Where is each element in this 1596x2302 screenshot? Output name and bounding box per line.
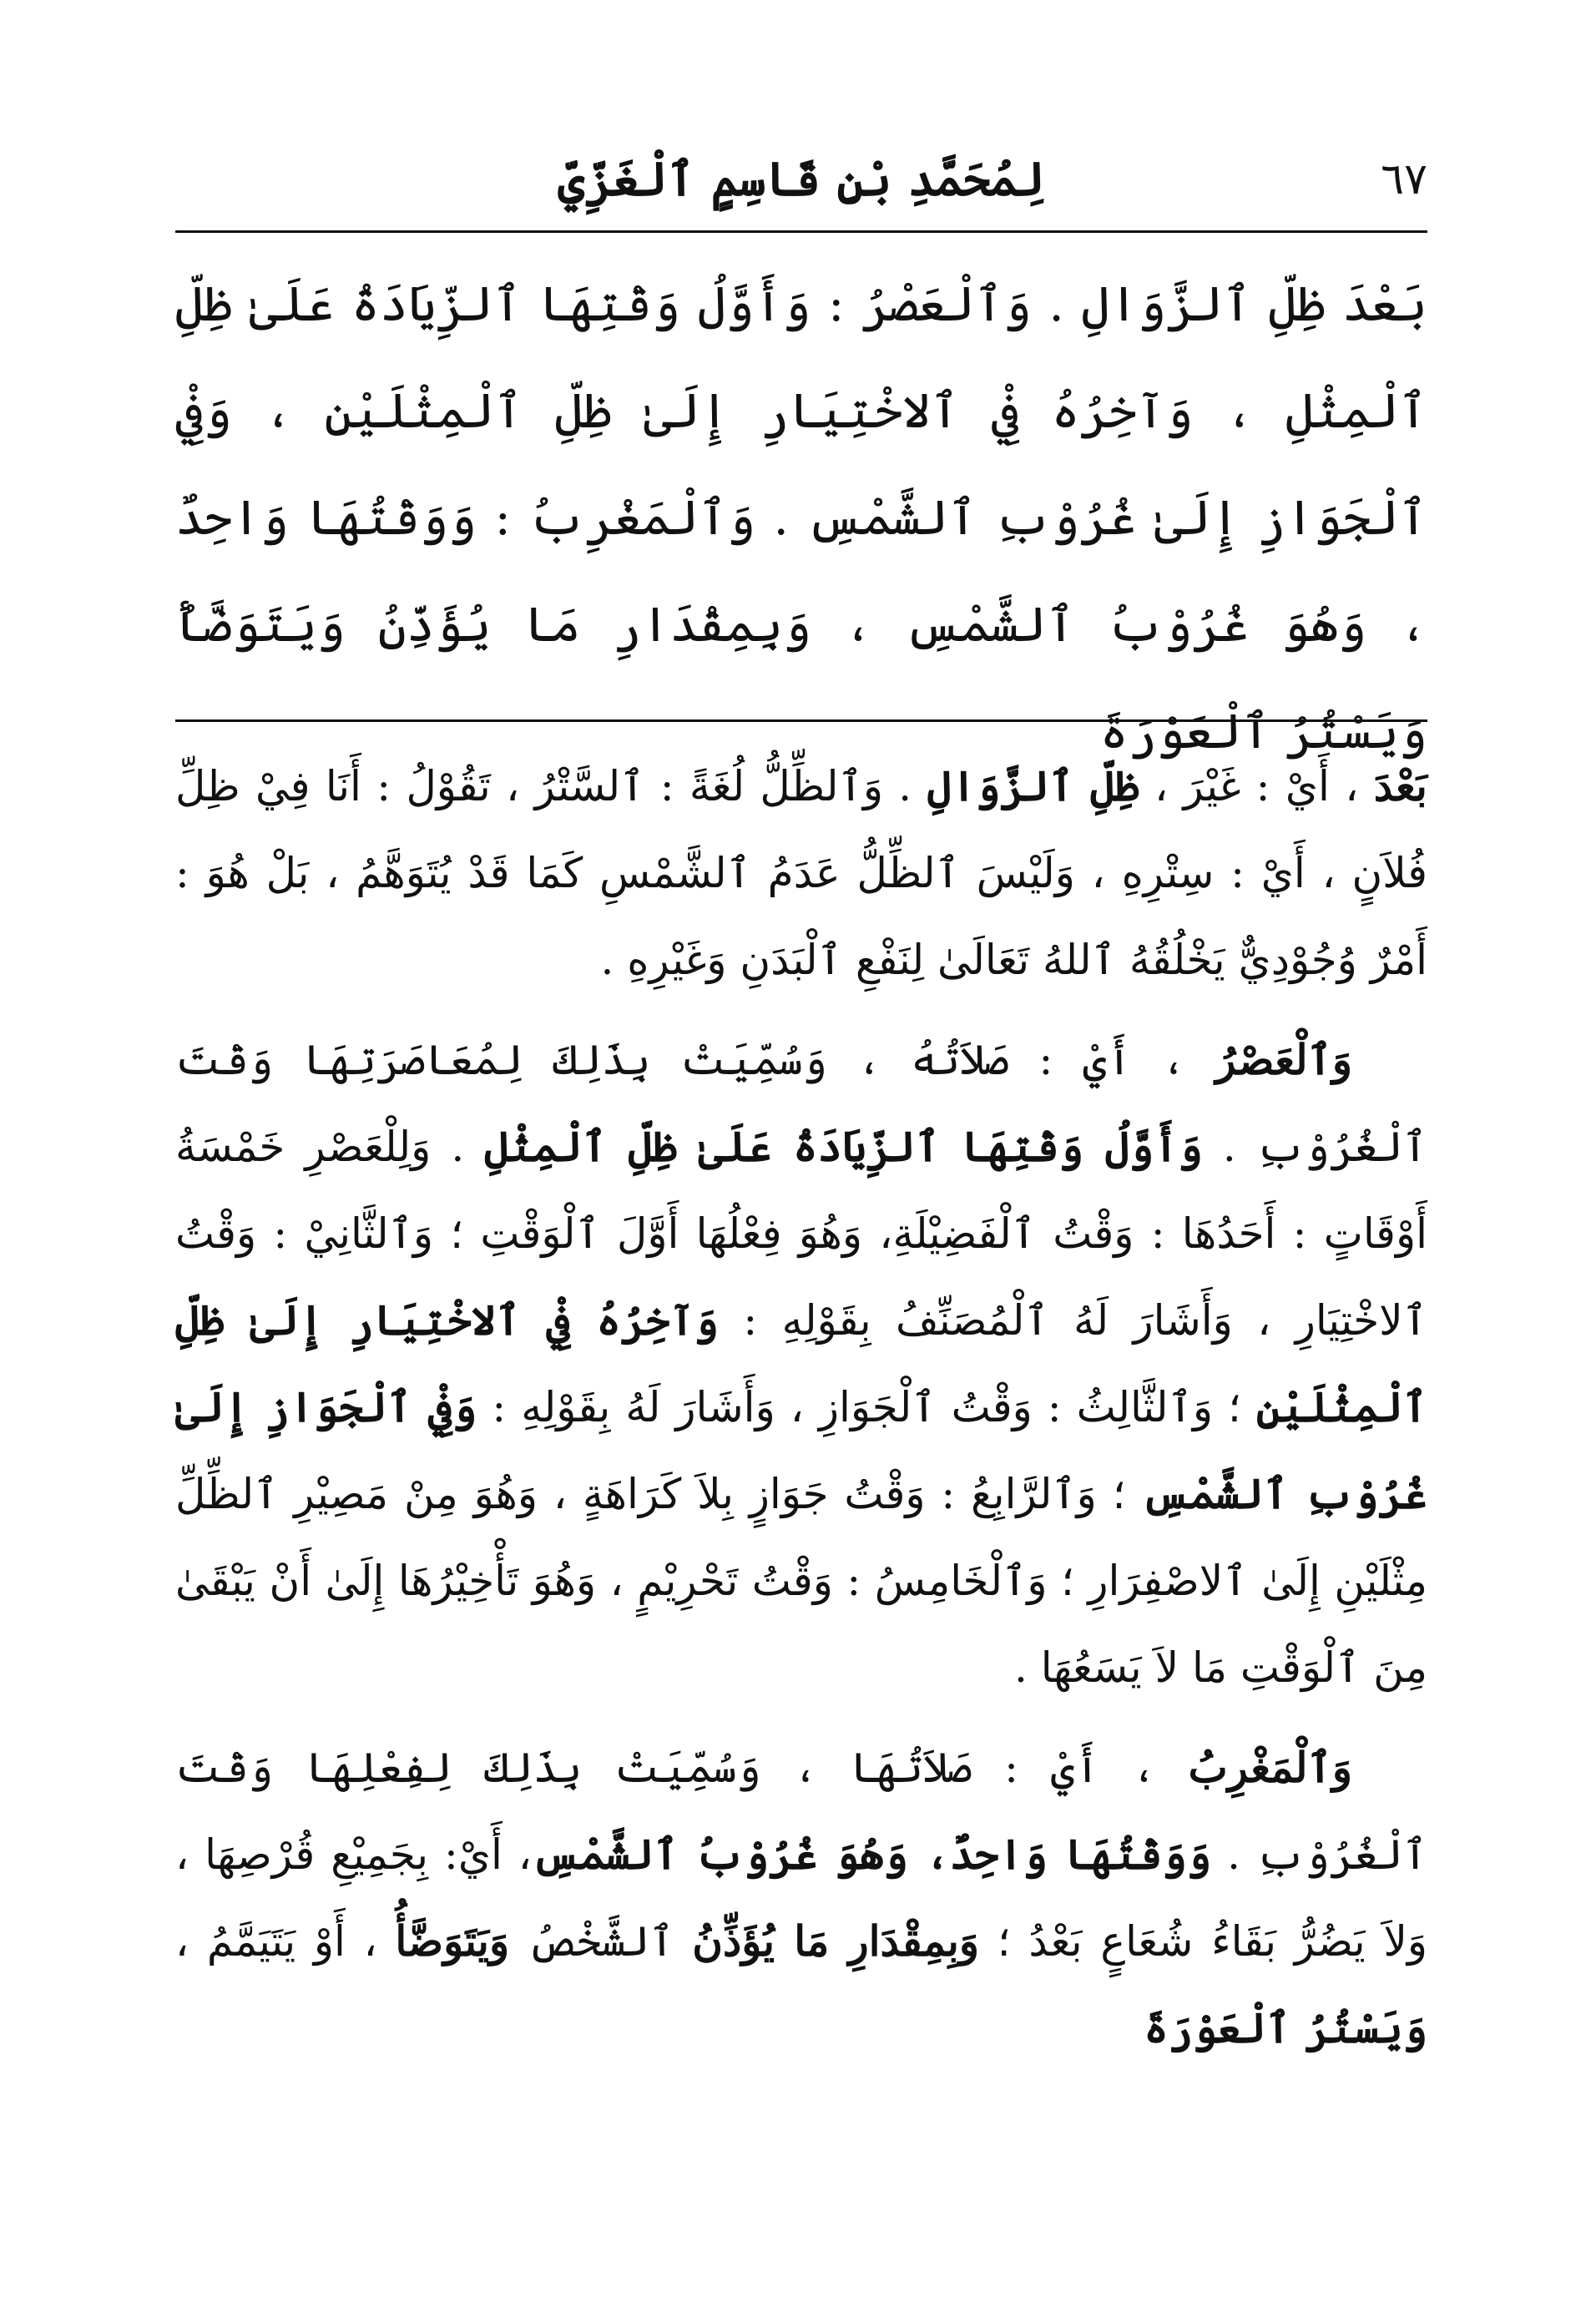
commentary-text: ؛ وَٱلثَّالِثُ : وَقْتُ ٱلْجَوَازِ ، وَأَشَارَ لَهُ بِقَوْلِهِ : — [477, 1383, 1256, 1431]
matn-quote: وَفِيْ ٱلْجَوَازِ إِلَىٰ غُرُوْبِ ٱلشَّمْسِ — [175, 1382, 1427, 1518]
commentary-paragraph-3 — [175, 1724, 1427, 2072]
commentary-text: ، أَيْ : غَيْرَ ، — [1139, 762, 1374, 810]
page-header — [175, 142, 1427, 217]
commentary-paragraph-2 — [175, 1017, 1427, 1711]
commentary-text: ٱلشَّخْصُ — [509, 1917, 693, 1966]
matn-quote: وَيَتَوَضَّأُ — [395, 1916, 510, 1966]
commentary-text: ، أَيْ : صَلاَتُهُ ، وَسُمِّيَتْ بِذَلِكَ لِمُعَاصَرَتِهَا وَقْتَ ٱلْغُرُوْبِ . — [175, 1036, 1427, 1171]
matn-quote: بَعْدَ — [1373, 761, 1427, 810]
header-rule — [175, 230, 1427, 233]
book-page — [175, 125, 1427, 2162]
commentary — [175, 743, 1427, 2085]
commentary-text: ، أَوْ يَتَيَمَّمُ ، — [175, 1917, 396, 1966]
matn-quote: وَبِمِقْدَارِ مَا يُؤَذِّنُ — [692, 1916, 980, 1966]
commentary-text: ، أَيْ : صَلاَتُهَا ، وَسُمِّيَتْ بِذَلِكَ لِفِعْلِهَا وَقْتَ ٱلْغُرُوْبِ . — [175, 1744, 1427, 1879]
commentary-text: . وَٱلظِّلُّ لُغَةً : ٱلسَّتْرُ ، تَقُوْلُ : أَنَا فِيْ ظِلِّ فُلاَنٍ ، أَيْ : سِتْرِهِ ، وَلَيْسَ ٱلظِّلُّ عَدَمُ ٱلشَّمْسِ كَمَا قَدْ يُتَوَهَّمُ ، بَلْ هُوَ : أَمْرٌ وُجُوْدِيٌّ يَخْلُقُهُ ٱللهُ تَعَالَىٰ لِنَفْعِ ٱلْبَدَنِ وَغَيْرِهِ . — [175, 762, 1427, 984]
matn-separator-rule — [175, 719, 1427, 722]
matn-quote: وَآخِرُهُ فِيْ ٱلاخْتِيَارِ إِلَىٰ ظِلِّ ٱلْمِثْلَيْنِ — [175, 1295, 1427, 1431]
commentary-text: ، أَيْ: بِجَمِيْعِ قُرْصِهَا ، وَلاَ يَضُرُّ بَقَاءُ شُعَاعٍ بَعْدُ ؛ — [175, 1830, 1427, 1966]
matn-text: بَعْدَ ظِلِّ ٱلزَّوَالِ . وَٱلْعَصْرُ : وَأَوَّلُ وَقْتِهَا ٱلزِّيَادَةُ عَلَىٰ ظِلِّ ٱلْمِثْلِ ، وَآخِرُهُ فِيْ ٱلاخْتِيَارِ إِلَىٰ ظِلِّ ٱلْمِثْلَيْنِ ، وَفِيْ ٱلْجَوَازِ إِلَىٰ غُرُوْبِ ٱلشَّمْسِ . وَٱلْمَغْرِبُ : وَوَقْتُهَا وَاحِدٌ ، وَهُوَ غُرُوْبُ ٱلشَّمْسِ ، وَبِمِقْدَارِ مَا يُؤَذِّنُ وَيَتَوَضَّأُ وَيَسْتُرُ ٱلْعَوْرَةَ — [175, 275, 1427, 760]
commentary-paragraph-1 — [175, 743, 1427, 1003]
commentary-text: ؛ وَٱلرَّابِعُ : وَقْتُ جَوَازٍ بِلاَ كَرَاهَةٍ ، وَهُوَ مِنْ مَصِيْرِ ٱلظِّلِّ مِثْلَيْنِ إِلَىٰ ٱلاصْفِرَارِ ؛ وَٱلْخَامِسُ : وَقْتُ تَحْرِيْمٍ ، وَهُوَ تَأْخِيْرُهَا إِلَىٰ أَنْ يَبْقَىٰ مِنَ ٱلْوَقْتِ مَا لاَ يَسَعُهَا . — [175, 1470, 1427, 1692]
matn-quote: وَٱلْعَصْرُ — [1215, 1035, 1352, 1084]
commentary-text: . وَلِلْعَصْرِ خَمْسَةُ أَوْقَاتٍ : أَحَدُهَا : وَقْتُ ٱلْفَضِيْلَةِ، وَهُوَ فِعْلُهَا أَوَّلَ ٱلْوَقْتِ ؛ وَٱلثَّانِيْ : وَقْتُ ٱلاخْتِيَارِ ، وَأَشَارَ لَهُ ٱلْمُصَنِّفُ بِقَوْلِهِ : — [175, 1123, 1427, 1345]
matn-quote: وَٱلْمَغْرِبُ — [1188, 1743, 1352, 1792]
page-number: ٦٧ — [1381, 154, 1427, 204]
matn-quote: وَيَسْتُرُ ٱلْعَوْرَةَ — [1144, 2003, 1427, 2052]
running-head: لِمُحَمَّدِ بْنِ قَاسِمٍ ٱلْغَزِّيِّ — [558, 152, 1045, 207]
matn-quote: وَوَقْتُهَا وَاحِدٌ، وَهُوَ غُرُوْبُ ٱلشَّمْسِ — [531, 1830, 1212, 1879]
matn-quote: ظِلِّ ٱلزَّوَالِ — [927, 761, 1139, 810]
matn-quote: وَأَوَّلُ وَقْتِهَا ٱلزِّيَادَةُ عَلَىٰ ظِلِّ ٱلْمِثْلِ — [484, 1122, 1203, 1171]
